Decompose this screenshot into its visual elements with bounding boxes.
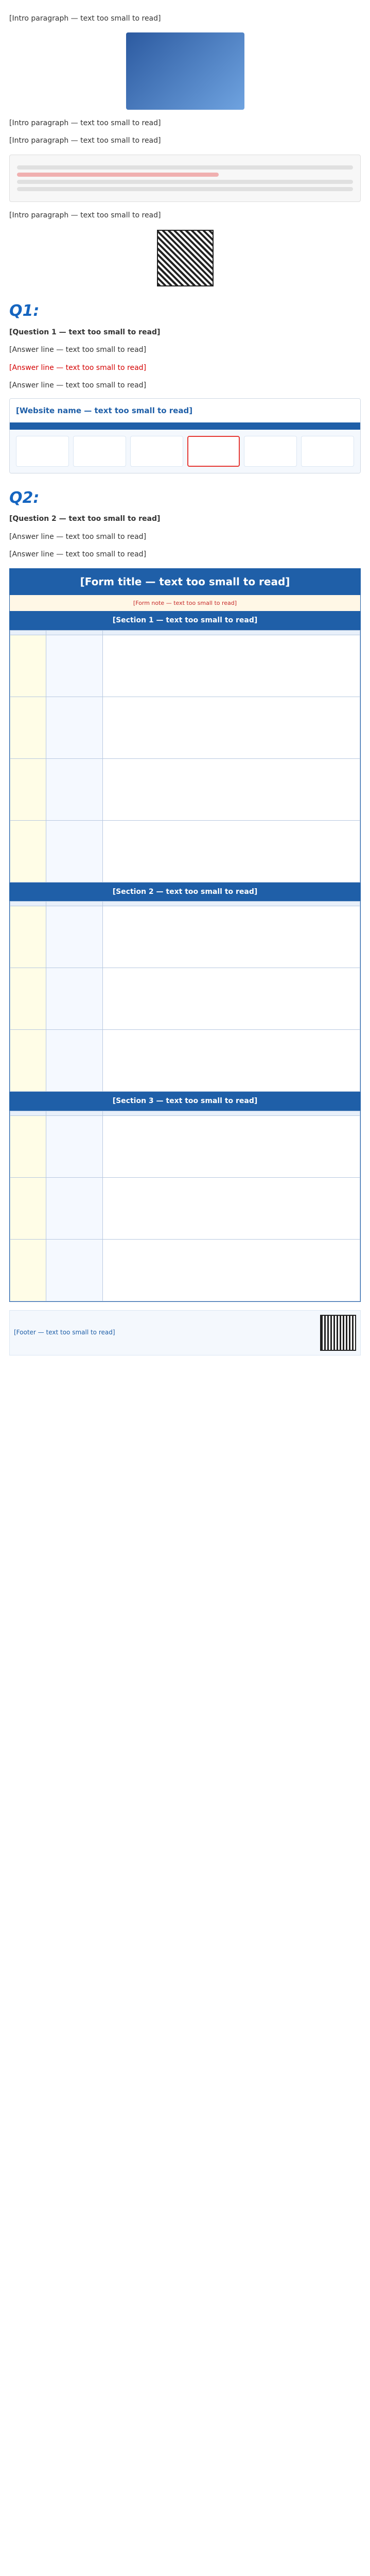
answer-line: [Answer line — text too small to read]: [9, 346, 147, 354]
form-section-title: [Section 1 — text too small to read]: [10, 611, 360, 630]
intro-paragraph: [Intro paragraph — text too small to read]: [9, 137, 161, 145]
footer: [9, 1310, 361, 1355]
table-header: [46, 902, 103, 906]
question-1-subtitle: [Question 1 — text too small to read]: [9, 328, 161, 336]
form-section-title: [Section 2 — text too small to read]: [10, 883, 360, 902]
question-2-subtitle: [Question 2 — text too small to read]: [9, 515, 161, 523]
table-row: [10, 1177, 360, 1239]
footer-text: [Footer — text too small to read]: [14, 1329, 115, 1336]
table-row: [10, 635, 360, 697]
table-row: [10, 1115, 360, 1177]
answer-line: [Answer line — text too small to read]: [9, 363, 147, 372]
site-name: [Website name — text too small to read]: [10, 399, 360, 423]
form-note: [Form note — text too small to read]: [10, 595, 360, 611]
table-row: [10, 758, 360, 820]
site-tile[interactable]: [16, 436, 69, 467]
table-header: [46, 1111, 103, 1115]
table-header: [10, 1111, 46, 1115]
table-row: [10, 820, 360, 882]
intro-paragraph: [Intro paragraph — text too small to read]: [9, 118, 161, 127]
table-header: [46, 630, 103, 635]
table-row: [10, 697, 360, 758]
table-header: [10, 630, 46, 635]
site-tile[interactable]: [244, 436, 297, 467]
answer-line: [Answer line — text too small to read]: [9, 381, 147, 389]
form-title: [Form title — text too small to read]: [10, 569, 360, 595]
answer-line: [Answer line — text too small to read]: [9, 532, 147, 541]
site-tile[interactable]: [301, 436, 354, 467]
qr-code-image: [157, 230, 214, 286]
registration-info-form: [9, 568, 361, 1302]
table-row: [10, 1030, 360, 1092]
table-header: [103, 1111, 360, 1115]
question-2-title: Q2:: [9, 488, 40, 507]
site-tile-highlighted[interactable]: [187, 436, 240, 467]
site-tile[interactable]: [73, 436, 126, 467]
table-header: [103, 902, 360, 906]
site-tile[interactable]: [130, 436, 183, 467]
info-table: [10, 630, 360, 883]
form-section-title: [Section 3 — text too small to read]: [10, 1092, 360, 1111]
intro-paragraph: [Intro paragraph — text too small to read]: [9, 14, 161, 23]
info-table: [10, 901, 360, 1092]
table-row: [10, 968, 360, 1030]
intro-paragraph: [Intro paragraph — text too small to read]: [9, 211, 161, 219]
answer-line: [Answer line — text too small to read]: [9, 550, 147, 559]
qr-code-image: [320, 1315, 356, 1351]
site-nav: [10, 423, 360, 430]
notice-screenshot: [9, 155, 361, 202]
header-image: [126, 32, 244, 110]
table-row: [10, 906, 360, 968]
info-table: [10, 1111, 360, 1301]
website-screenshot: [9, 398, 361, 473]
site-tile-grid: [10, 430, 360, 473]
question-1-title: Q1:: [9, 302, 40, 320]
table-row: [10, 1239, 360, 1301]
table-header: [103, 630, 360, 635]
table-header: [10, 902, 46, 906]
